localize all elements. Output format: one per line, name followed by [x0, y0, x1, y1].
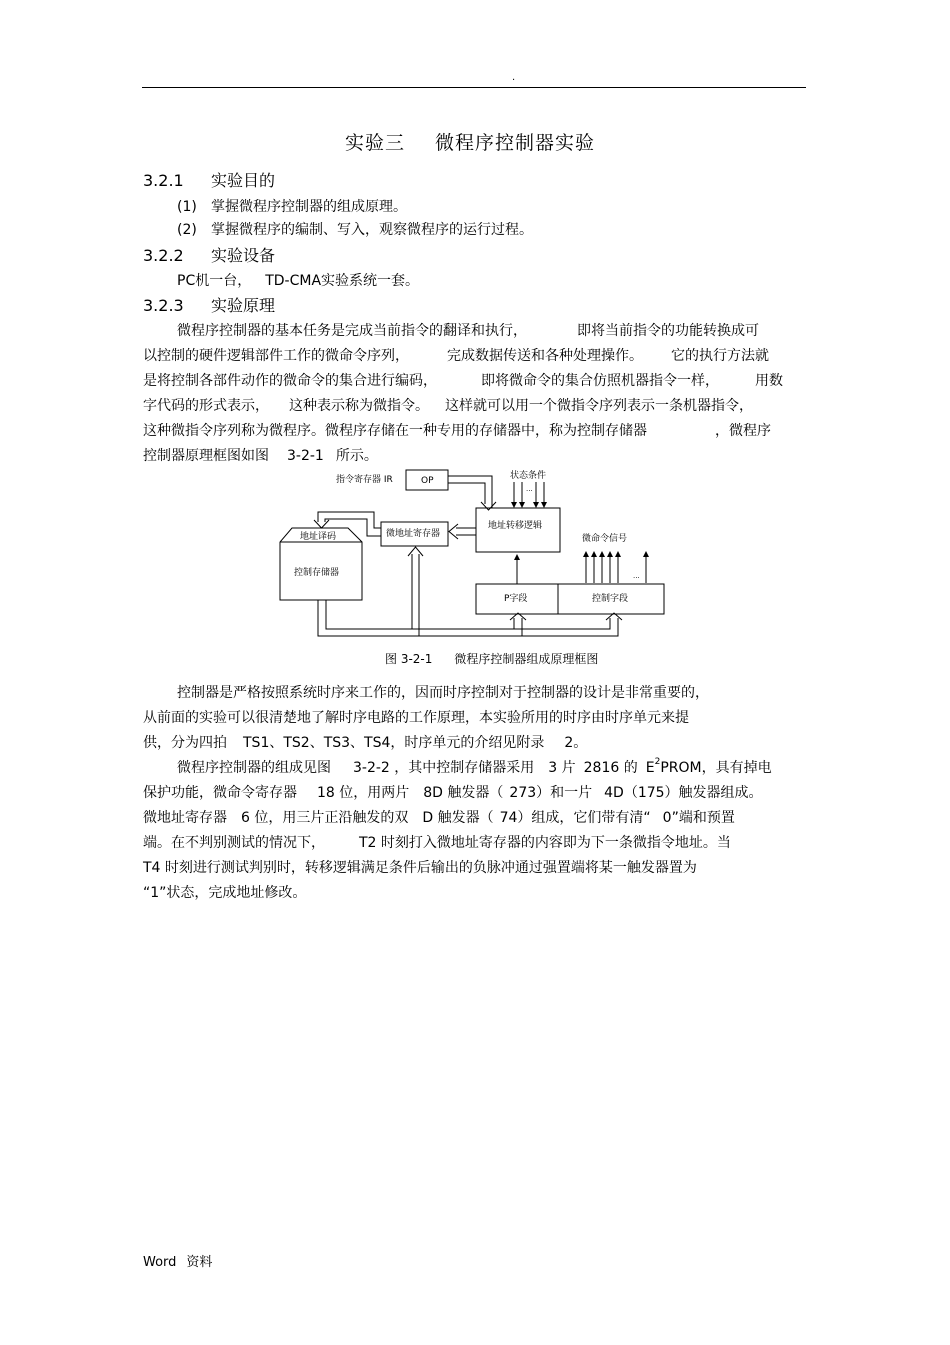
text-run: T2 时刻打入微地址寄存器的内容即为下一条微指令地址。当	[359, 835, 731, 851]
para3-line-2	[143, 782, 763, 802]
footer-word: Word	[143, 1255, 177, 1270]
text-run: 用数	[755, 373, 783, 389]
text-run: 3-2-2 ，其中控制存储器采用	[353, 760, 535, 776]
text-run: 这种微指令序列称为微程序。微程序存储在一种专用的存储器中，称为控制存储器	[143, 423, 647, 439]
control-store-label: 控制存储器	[294, 568, 340, 578]
objective-number: (2)	[177, 222, 197, 238]
text-run: 以控制的硬件逻辑部件工作的微命令序列，	[143, 348, 409, 364]
text-run: 微程序控制器的组成见图	[177, 760, 331, 776]
ir-label: 指令寄存器 IR	[336, 475, 393, 485]
section-title: 实验设备	[211, 246, 276, 265]
status-condition-label: 状态条件	[510, 471, 547, 481]
superscript: 2	[654, 757, 661, 767]
text-run: D 触发器（	[422, 810, 494, 826]
text-run: 供，分为四拍	[143, 735, 227, 751]
caption-text: 微程序控制器组成原理框图	[454, 652, 599, 666]
text-run: 3-2-1	[287, 448, 324, 464]
title-number: 实验三	[344, 132, 405, 154]
decoder-label: 地址译码	[300, 532, 337, 542]
text-run: 8D 触发器（	[423, 785, 504, 801]
objective-text: 掌握微程序控制器的组成原理。	[211, 199, 407, 215]
principle-line-4	[143, 395, 753, 415]
text-run: 端。在不判别测试的情况下，	[143, 835, 325, 851]
signal-ellipsis: ...	[633, 572, 640, 580]
objective-text: 掌握微程序的编制、写入，观察微程序的运行过程。	[211, 222, 533, 238]
header-mark: .	[512, 72, 516, 83]
text-run: 这种表示称为微指令。	[289, 398, 429, 414]
objective-number: (1)	[177, 199, 197, 215]
uar-label: 微地址寄存器	[386, 529, 441, 539]
section-number: 3.2.3	[143, 296, 184, 315]
section-number: 3.2.2	[143, 246, 184, 265]
text-run: 74）组成，它们带有清“	[499, 810, 651, 826]
addr-logic-label: 地址转移逻辑	[488, 521, 543, 531]
equipment-text	[177, 270, 419, 290]
text-run: 字代码的形式表示，	[143, 398, 269, 414]
para3-line-1	[177, 757, 772, 777]
section-heading-principle	[143, 293, 275, 316]
text-run: 18 位，用两片	[317, 785, 410, 801]
section-title: 实验目的	[211, 171, 276, 190]
micro-signal-label: 微命令信号	[582, 534, 628, 544]
page-title	[0, 128, 940, 155]
principle-line-6	[143, 445, 378, 465]
section-number: 3.2.1	[143, 171, 184, 190]
text-run: 2。	[564, 735, 588, 751]
caption-number: 图 3-2-1	[385, 652, 433, 666]
p-field-label: P字段	[504, 594, 528, 604]
para2-line-1: 控制器是严格按照系统时序来工作的，因而时序控制对于控制器的设计是非常重要的，	[177, 685, 709, 701]
text-run: TS1、TS2、TS3、TS4，时序单元的介绍见附录	[243, 735, 545, 751]
section-heading-equipment	[143, 243, 275, 266]
text-run: 保护功能，微命令寄存器	[143, 785, 297, 801]
microprogram-controller-diagram	[278, 466, 670, 646]
text-run: PROM，具有掉电	[660, 760, 772, 776]
principle-line-5	[143, 420, 771, 440]
status-ellipsis: ···	[526, 487, 533, 495]
para2-line-3	[143, 732, 587, 752]
text-run: 即将当前指令的功能转换成可	[577, 323, 759, 339]
text-run: 4D（175）触发器组成。	[604, 785, 763, 801]
text-run: 这样就可以用一个微指令序列表示一条机器指令，	[445, 398, 753, 414]
text-run: 6 位，用三片正沿触发的双	[241, 810, 409, 826]
principle-line-1	[177, 320, 759, 340]
equipment-system: TD-CMA实验系统一套。	[265, 273, 420, 289]
text-run: 3 片	[548, 760, 576, 776]
title-name: 微程序控制器实验	[435, 132, 596, 154]
text-run: E	[645, 760, 655, 776]
text-run: 所示。	[335, 448, 378, 464]
text-run: ，微程序	[715, 423, 771, 439]
text-run: 微地址寄存器	[143, 810, 227, 826]
text-run: 273）和一片	[509, 785, 593, 801]
op-label: OP	[421, 476, 434, 486]
figure-caption	[385, 650, 598, 667]
section-heading-objectives	[143, 168, 275, 191]
principle-line-2	[143, 345, 769, 365]
footer-resource: 资料	[186, 1255, 213, 1270]
para3-line-4	[143, 832, 731, 852]
objective-item	[177, 219, 533, 239]
principle-line-3	[143, 370, 783, 390]
text-run: 2816 的	[583, 760, 638, 776]
text-run: 即将微命令的集合仿照机器指令一样，	[481, 373, 719, 389]
para3-line-3	[143, 807, 735, 827]
equipment-pc: PC机一台，	[177, 273, 252, 289]
text-run: 是将控制各部件动作的微命令的集合进行编码，	[143, 373, 437, 389]
objective-item	[177, 196, 407, 216]
para2-line-2: 从前面的实验可以很清楚地了解时序电路的工作原理，本实验所用的时序由时序单元来提	[143, 710, 689, 726]
footer	[143, 1251, 212, 1270]
header-rule	[142, 87, 806, 88]
para3-line-6: “1”状态，完成地址修改。	[143, 885, 307, 901]
text-run: 它的执行方法就	[671, 348, 769, 364]
text-run: 0”端和预置	[662, 810, 735, 826]
section-title: 实验原理	[211, 296, 276, 315]
para3-line-5: T4 时刻进行测试判别时，转移逻辑满足条件后输出的负脉冲通过强置端将某一触发器置为	[143, 860, 697, 876]
text-run: 控制器原理框图如图	[143, 448, 269, 464]
text-run: 微程序控制器的基本任务是完成当前指令的翻译和执行，	[177, 323, 527, 339]
control-field-label: 控制字段	[592, 594, 629, 604]
text-run: 完成数据传送和各种处理操作。	[447, 348, 643, 364]
